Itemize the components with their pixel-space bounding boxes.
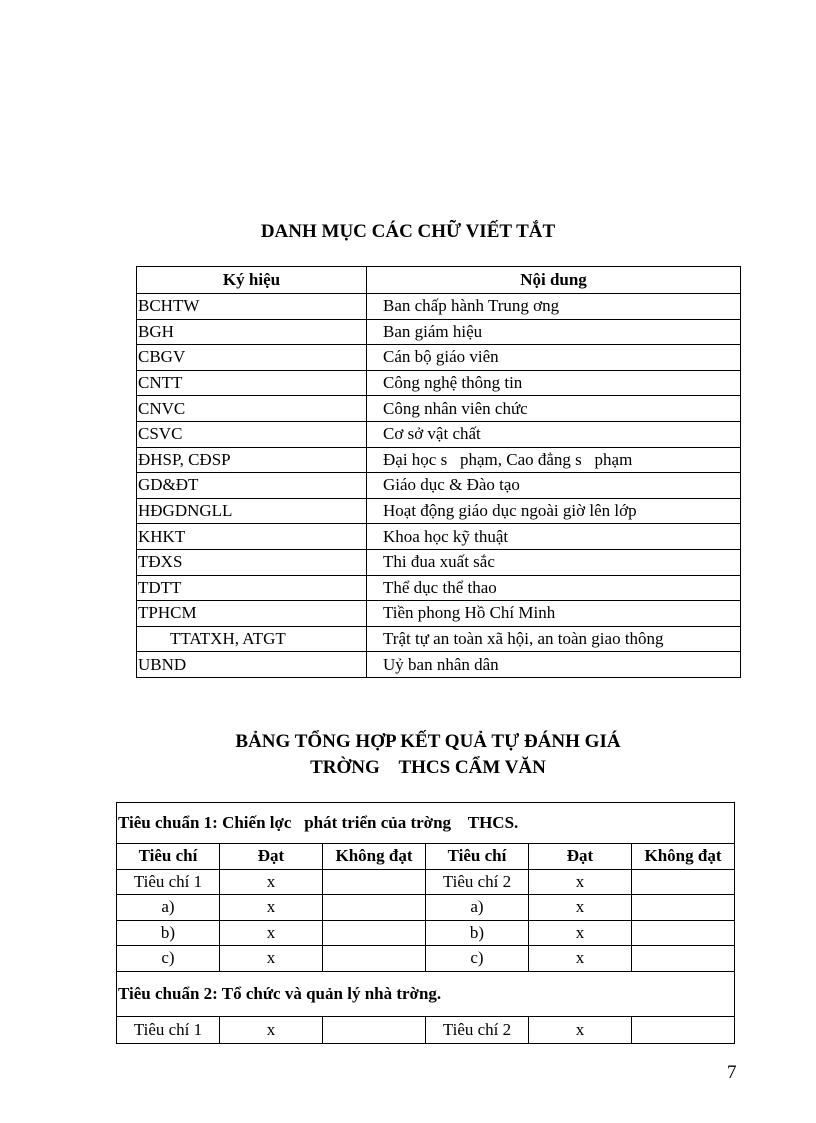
abbr-content: Hoạt động giáo dục ngoài giờ lên lớp (367, 498, 741, 524)
table-cell: Tiêu chí 1 (117, 869, 220, 895)
table-row (117, 1016, 735, 1043)
table-cell: x (529, 895, 632, 921)
table-cell (323, 946, 426, 972)
abbr-code: CNVC (137, 396, 367, 422)
table-cell (632, 869, 735, 895)
abbr-code: CNTT (137, 370, 367, 396)
abbr-code: HĐGDNGLL (137, 498, 367, 524)
table-cell: Tiêu chí 2 (426, 1016, 529, 1043)
abbr-content: Cơ sở vật chất (367, 421, 741, 447)
abbr-code: UBND (137, 652, 367, 678)
table-row (137, 549, 741, 575)
abbreviation-table (136, 266, 741, 678)
table-cell: a) (426, 895, 529, 921)
standard-2-label: Tiêu chuẩn 2: Tổ chức và quản lý nhà trờng. (117, 971, 735, 1016)
table-row (137, 345, 741, 371)
abbr-code: BCHTW (137, 294, 367, 320)
table-cell (323, 895, 426, 921)
table-cell (632, 920, 735, 946)
table-cell: x (220, 1016, 323, 1043)
abbr-content: Thi đua xuất sắc (367, 549, 741, 575)
abbr-content: Ban chấp hành Trung ơng (367, 294, 741, 320)
table-cell: b) (117, 920, 220, 946)
table-row (137, 601, 741, 627)
abbr-code: TTATXH, ATGT (137, 626, 367, 652)
column-header-content: Nội dung (367, 267, 741, 294)
column-header-symbol: Ký hiệu (137, 267, 367, 294)
table-cell: x (220, 946, 323, 972)
abbr-content: Khoa học kỹ thuật (367, 524, 741, 550)
table-cell: x (529, 1016, 632, 1043)
table-row (137, 447, 741, 473)
abbr-code: CSVC (137, 421, 367, 447)
standard-1-label: Tiêu chuẩn 1: Chiến lợc phát triển của trờng THCS. (117, 803, 735, 844)
table-row (137, 473, 741, 499)
abbr-content: Uỷ ban nhân dân (367, 652, 741, 678)
table-cell: x (529, 920, 632, 946)
standard-row (117, 971, 735, 1016)
abbr-content: Công nghệ thông tin (367, 370, 741, 396)
table-row (137, 396, 741, 422)
table-cell: c) (426, 946, 529, 972)
table-row (137, 421, 741, 447)
table-row (117, 869, 735, 895)
abbr-code: BGH (137, 319, 367, 345)
abbr-content: Tiền phong Hồ Chí Minh (367, 601, 741, 627)
summary-title-line2: TRỜNG THCS CẨM VĂN (310, 757, 546, 778)
abbr-code: TĐXS (137, 549, 367, 575)
page-number: 7 (727, 1062, 737, 1083)
table-cell (323, 1016, 426, 1043)
abbr-code: CBGV (137, 345, 367, 371)
table-cell: Tiêu chí 1 (117, 1016, 220, 1043)
self-evaluation-table (116, 802, 735, 1044)
abbr-code: KHKT (137, 524, 367, 550)
header-row (117, 844, 735, 870)
table-cell: x (220, 869, 323, 895)
column-header-pass: Đạt (220, 844, 323, 870)
abbr-content: Cán bộ giáo viên (367, 345, 741, 371)
table-cell: x (529, 946, 632, 972)
column-header-fail: Không đạt (632, 844, 735, 870)
table-row (137, 626, 741, 652)
abbr-code: GD&ĐT (137, 473, 367, 499)
abbr-content: Trật tự an toàn xã hội, an toàn giao thông (367, 626, 741, 652)
table-cell (323, 869, 426, 895)
table-cell (632, 946, 735, 972)
table-cell: a) (117, 895, 220, 921)
abbr-code: TPHCM (137, 601, 367, 627)
table-row (137, 498, 741, 524)
abbr-code: TDTT (137, 575, 367, 601)
abbr-content: Đại học s phạm, Cao đẳng s phạm (367, 447, 741, 473)
column-header-fail: Không đạt (323, 844, 426, 870)
column-header-criterion: Tiêu chí (117, 844, 220, 870)
table-row (117, 946, 735, 972)
table-cell: b) (426, 920, 529, 946)
table-row (117, 920, 735, 946)
abbr-content: Thể dục thể thao (367, 575, 741, 601)
column-header-pass: Đạt (529, 844, 632, 870)
table-row (137, 524, 741, 550)
table-cell (632, 895, 735, 921)
table-cell: c) (117, 946, 220, 972)
table-cell: x (220, 895, 323, 921)
table-cell (323, 920, 426, 946)
table-cell: Tiêu chí 2 (426, 869, 529, 895)
abbr-content: Công nhân viên chức (367, 396, 741, 422)
standard-row (117, 803, 735, 844)
abbreviation-list-title: DANH MỤC CÁC CHỮ VIẾT TẮT (260, 221, 556, 242)
table-row (137, 370, 741, 396)
abbr-content: Giáo dục & Đào tạo (367, 473, 741, 499)
table-cell: x (529, 869, 632, 895)
table-row (137, 319, 741, 345)
table-cell: x (220, 920, 323, 946)
summary-title-line1: BẢNG TỔNG HỢP KẾT QUẢ TỰ ĐÁNH GIÁ (235, 731, 621, 752)
table-row (137, 294, 741, 320)
column-header-criterion: Tiêu chí (426, 844, 529, 870)
table-row (137, 575, 741, 601)
abbr-content: Ban giám hiệu (367, 319, 741, 345)
table-cell (632, 1016, 735, 1043)
table-row (117, 895, 735, 921)
abbr-code: ĐHSP, CĐSP (137, 447, 367, 473)
table-row (137, 652, 741, 678)
